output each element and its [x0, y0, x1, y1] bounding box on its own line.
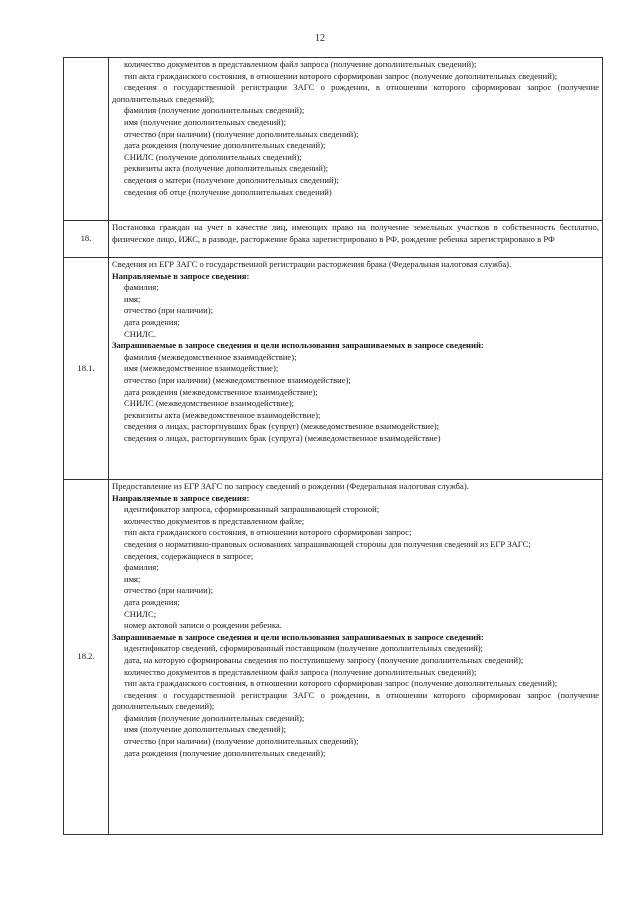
text-line: реквизиты акта (межведомственное взаимодействие);	[124, 409, 321, 420]
table-row	[64, 58, 603, 221]
row-content	[109, 480, 603, 835]
text-line: сведения о нормативно-правовых основаниях запрашивающей стороны для получения сведений из ЕГР ЗАГС;	[124, 538, 531, 549]
text-line: сведения о государственной регистрации ЗАГС о рождении, в отношении которого сформирован запрос (получение дополнительных сведений);	[112, 82, 599, 104]
text-line: имя (получение дополнительных сведений);	[124, 116, 286, 127]
text-line: имя (получение дополнительных сведений);	[124, 724, 286, 735]
row-number	[64, 58, 109, 221]
text-line: тип акта гражданского состояния, в отношении которого сформирован запрос;	[124, 527, 412, 538]
text-line: фамилия;	[124, 562, 159, 573]
text-line: идентификатор запроса, сформированный запрашивающей стороной;	[124, 504, 380, 515]
text-line: отчество (при наличии);	[124, 305, 213, 316]
table-row	[64, 480, 603, 835]
row-number: 18.1.	[64, 258, 109, 480]
text-line: имя;	[124, 293, 141, 304]
text-line: дата, на которую сформированы сведения по поступившему запросу (получение дополнительных сведений);	[124, 654, 524, 665]
row-content	[109, 58, 603, 221]
row-content	[109, 258, 603, 480]
row-number: 18.	[64, 221, 109, 258]
text-line: сведения об отце (получение дополнительных сведений)	[124, 186, 332, 197]
requirements-table	[63, 57, 603, 835]
text-line: имя (межведомственное взаимодействие);	[124, 363, 279, 374]
section-heading: Запрашиваемые в запросе сведения и цели использования запрашиваемых в запросе сведений:	[112, 631, 484, 642]
text-line: сведения о лицах, расторгнувших брак (супруг) (межведомственное взаимодействие);	[124, 421, 440, 432]
text-line: дата рождения (получение дополнительных сведений);	[124, 140, 326, 151]
section-heading: Запрашиваемые в запросе сведения и цели использования запрашиваемых в запросе сведений:	[112, 340, 484, 351]
text-line: Сведения из ЕГР ЗАГС о государственной регистрации расторжения брака (Федеральная налоговая служба).	[112, 259, 512, 269]
section-heading: Направляемые в запросе сведения:	[112, 270, 250, 281]
table-row	[64, 221, 603, 258]
text-line: СНИЛС.	[124, 328, 156, 339]
text-line: отчество (при наличии) (межведомственное взаимодействие);	[124, 374, 351, 385]
text-line: фамилия (получение дополнительных сведений);	[124, 712, 305, 723]
text-line: тип акта гражданского состояния, в отношении которого сформирован запрос (получение дополнительных сведений);	[124, 678, 558, 689]
text-line: дата рождения;	[124, 596, 180, 607]
text-line: реквизиты акта (получение дополнительных сведений);	[124, 163, 329, 174]
text-line: сведения о государственной регистрации ЗАГС о рождении, в отношении которого сформирован запрос (получение дополнительных сведений);	[112, 689, 599, 712]
text-line: дата рождения;	[124, 316, 180, 327]
text-line: Предоставление из ЕГР ЗАГС по запросу сведений о рождении (Федеральная налоговая служба).	[112, 481, 469, 491]
text-line: отчество (при наличии) (получение дополнительных сведений);	[124, 736, 359, 747]
text-line: фамилия (получение дополнительных сведений);	[124, 105, 305, 116]
text-line: идентификатор сведений, сформированный поставщиком (получение дополнительных сведений);	[124, 643, 483, 654]
text-line: отчество (при наличии);	[124, 585, 213, 596]
text-line: фамилия;	[124, 282, 159, 293]
text-line: тип акта гражданского состояния, в отношении которого сформирован запрос (получение дополнительных сведений);	[124, 70, 558, 81]
text-line: номер актовой записи о рождении ребенка.	[124, 620, 282, 631]
table-row	[64, 258, 603, 480]
text-line: дата рождения (межведомственное взаимодействие);	[124, 386, 318, 397]
text-line: сведения о лицах, расторгнувших брак (супруга) (межведомственное взаимодействие)	[124, 432, 441, 443]
text-line: количество документов в представленном файл запроса (получение дополнительных сведений);	[124, 59, 477, 69]
text-line: сведения, содержащиеся в запросе;	[124, 550, 254, 561]
text-line: сведения о матери (получение дополнительных сведений);	[124, 174, 339, 185]
page-number: 12	[315, 33, 325, 44]
text-line: отчество (при наличии) (получение дополнительных сведений);	[124, 128, 359, 139]
text-line: дата рождения (получение дополнительных сведений);	[124, 747, 326, 758]
text-line: СНИЛС (межведомственное взаимодействие);	[124, 398, 294, 409]
text-line: СНИЛС (получение дополнительных сведений);	[124, 151, 302, 162]
text-line: количество документов в представленном файл запроса (получение дополнительных сведений);	[124, 666, 477, 677]
section-heading: Направляемые в запросе сведения:	[112, 492, 250, 503]
text-line: имя;	[124, 573, 141, 584]
text-line: СНИЛС;	[124, 608, 157, 619]
row-content	[109, 221, 603, 258]
text-line: Постановка граждан на учет в качестве лиц, имеющих право на получение земельных участков в собственность бесплатно, физическое лицо, ИЖС, в разводе, расторжение брака зарегистрировано в РФ, рождение ребенка зарегистрировано в РФ	[112, 222, 599, 244]
row-number: 18.2.	[64, 480, 109, 835]
text-line: фамилия (межведомственное взаимодействие);	[124, 351, 297, 362]
text-line: количество документов в представленном файле;	[124, 515, 305, 526]
